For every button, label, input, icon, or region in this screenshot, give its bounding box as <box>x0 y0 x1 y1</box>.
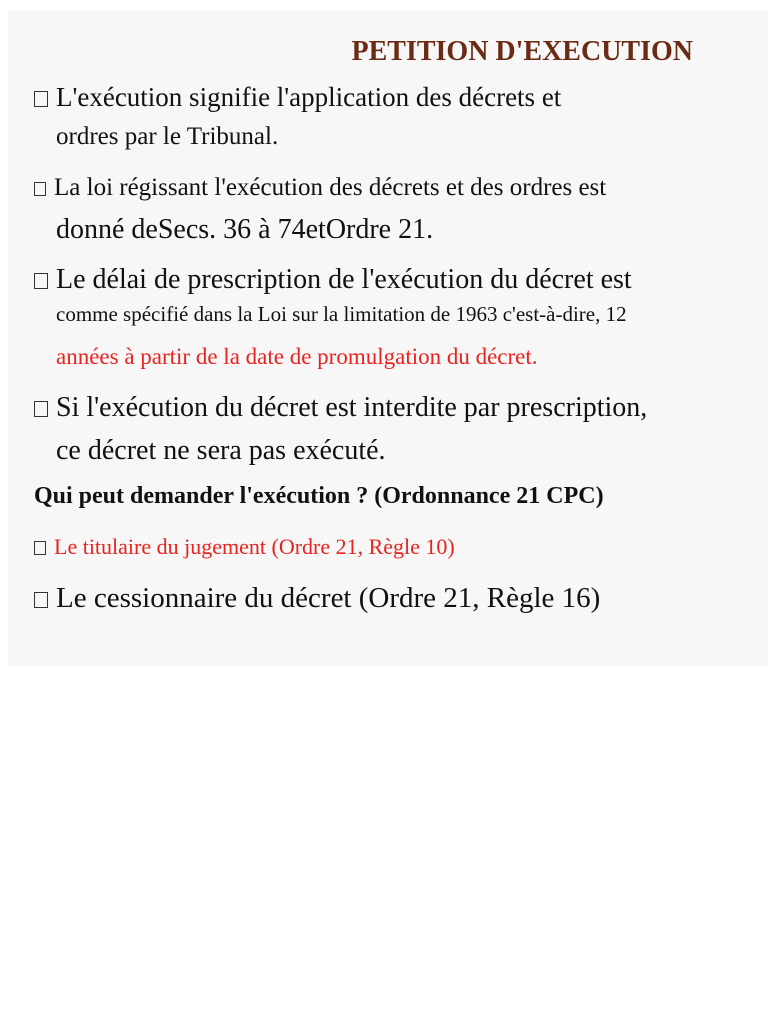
bullet-box-icon <box>34 401 48 417</box>
bullet-box-icon <box>34 91 48 107</box>
bullet-box-icon <box>34 541 46 555</box>
bullet-4-line-2: ce décret ne sera pas exécuté. <box>56 435 386 466</box>
item-1 <box>34 534 455 560</box>
bullet-3-line-1 <box>34 264 632 296</box>
slide-title: PETITION D'EXECUTION <box>351 36 693 67</box>
bullet-3-text-1: Le délai de prescription de l'exécution du décret est <box>56 264 632 295</box>
slide <box>8 10 768 666</box>
bullet-3-line-2: comme spécifié dans la Loi sur la limitation de 1963 c'est-à-dire, 12 <box>56 302 627 326</box>
bullet-1-line-1 <box>34 82 561 113</box>
bullet-box-icon <box>34 592 48 608</box>
bullet-box-icon <box>34 182 46 196</box>
bullet-4-text-1: Si l'exécution du décret est interdite par prescription, <box>56 392 648 423</box>
bullet-box-icon <box>34 273 48 289</box>
bullet-2-line-1 <box>34 174 606 202</box>
section-heading: Qui peut demander l'exécution ? (Ordonnance 21 CPC) <box>34 483 604 509</box>
item-2-text: Le cessionnaire du décret (Ordre 21, Règle 16) <box>56 582 601 614</box>
bullet-1-line-2: ordres par le Tribunal. <box>56 123 279 150</box>
bullet-1-text-1: L'exécution signifie l'application des décrets et <box>56 82 562 112</box>
item-1-text: Le titulaire du jugement (Ordre 21, Règle 10) <box>54 534 455 559</box>
bullet-3-line-3: années à partir de la date de promulgation du décret. <box>56 344 538 369</box>
item-2 <box>34 582 600 615</box>
bullet-2-line-2: donné deSecs. 36 à 74etOrdre 21. <box>56 214 434 245</box>
bullet-4-line-1 <box>34 392 647 424</box>
bullet-2-text-1: La loi régissant l'exécution des décrets et des ordres est <box>54 174 607 201</box>
